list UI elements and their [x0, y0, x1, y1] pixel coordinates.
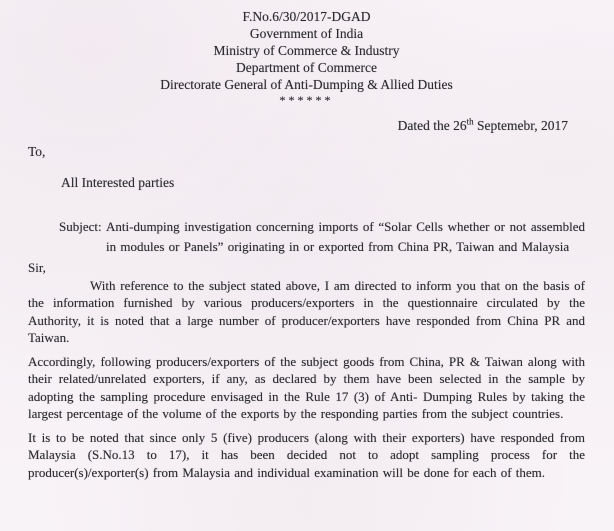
subject-block [59, 217, 585, 257]
letter-header [28, 8, 585, 107]
org-department: Department of Commerce [236, 60, 377, 75]
addressee: All Interested parties [61, 175, 175, 190]
paragraph-sample-selection: Accordingly, following producers/exporters of the subject goods from China, PR & Taiwan along with their related/unrelated exporters, if any, as declared by them have been selected in the sample by adopting the sampling procedure envisaged in the Rule 17 (3) of Anti- Dumping Rules by taking the largest percentage of the volume of the exports by the responding parties from the subject countries. [28, 353, 585, 421]
to-label: To, [28, 144, 46, 159]
org-directorate: Directorate General of Anti-Dumping & Allied Duties [160, 77, 453, 92]
date-text: Dated the 26 [397, 118, 467, 133]
date-line [28, 117, 585, 135]
separator-stars: ****** [279, 93, 334, 107]
file-number: F.No.6/30/2017-DGAD [242, 9, 371, 24]
paragraph-malaysia-examination: It is to be noted that since only 5 (five) producers (along with their exporters) have responded from Malaysia (S.No.13 to 17), it has been decided not to adopt sampling process for the producer(s)/exporter(s) from Malaysia and individual examination will be done for each of them. [28, 429, 585, 480]
salutation: Sir, [28, 260, 46, 275]
org-government-of-india: Government of India [249, 26, 364, 41]
date-ordinal-superscript: th [466, 116, 474, 127]
org-ministry: Ministry of Commerce & Industry [213, 43, 400, 58]
subject-text: Anti-dumping investigation concerning imports of “Solar Cells whether or not assembled in modules or Panels” originating in or exported from China PR, Taiwan and Malaysia [106, 219, 585, 254]
subject-label: Subject: [59, 219, 102, 234]
paragraph-sampling-response: With reference to the subject stated above, I am directed to inform you that on the basis of the information furnished by various producers/exporters in the questionnaire circulated by the Authority, it is noted that a large number of producer/exporters have responded from China PR and Taiwan. [28, 277, 585, 345]
date-text-suffix: Septemebr, 2017 [473, 118, 568, 133]
